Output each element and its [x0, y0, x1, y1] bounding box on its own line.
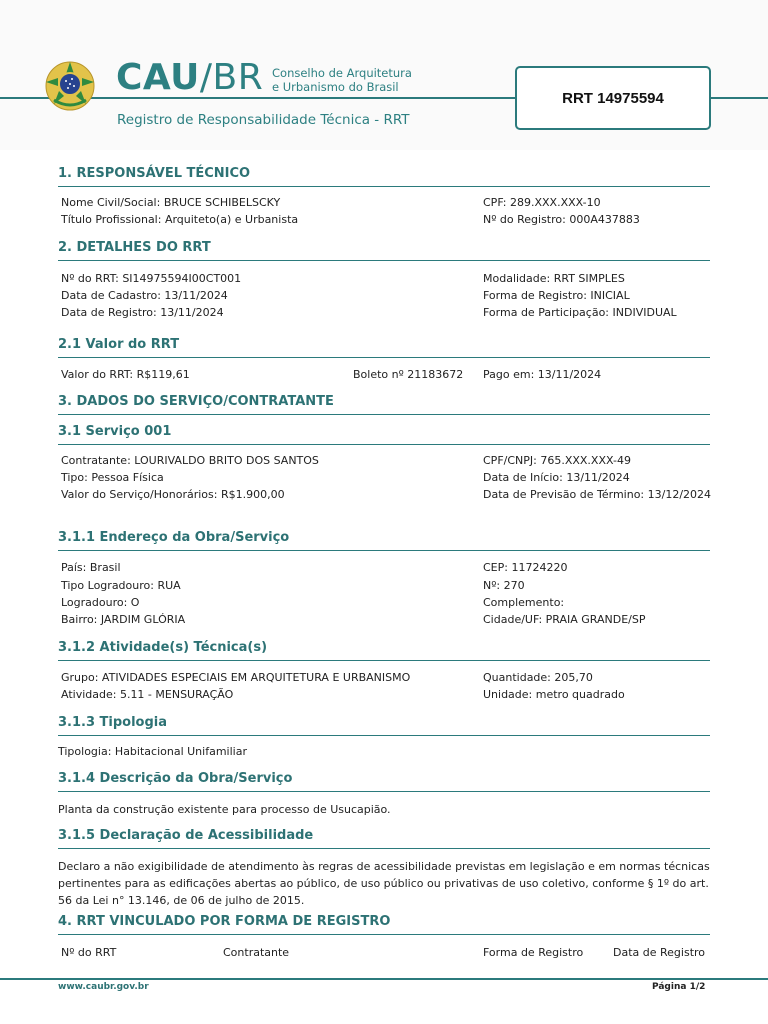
data-previsao-termino: Data de Previsão de Término: 13/12/2024 [483, 488, 712, 501]
atividade: Atividade: 5.11 - MENSURAÇÃO [61, 688, 234, 701]
rrt-number-box: RRT 14975594 [515, 66, 711, 130]
section-responsavel-tecnico: 1. RESPONSÁVEL TÉCNICO [58, 166, 710, 187]
tipologia: Tipologia: Habitacional Unifamiliar [58, 745, 247, 758]
contratante: Contratante: LOURIVALDO BRITO DOS SANTOS [61, 454, 319, 467]
nome-civil: Nome Civil/Social: BRUCE SCHIBELSCKY [61, 196, 281, 209]
section-detalhes-rrt: 2. DETALHES DO RRT [58, 240, 710, 261]
logo-rest: /BR [199, 57, 264, 98]
logradouro: Logradouro: O [61, 596, 140, 609]
valor-rrt: Valor do RRT: R$119,61 [61, 368, 190, 381]
col-contratante: Contratante [223, 946, 290, 959]
section-declaracao-acessibilidade: 3.1.5 Declaração de Acessibilidade [58, 828, 710, 849]
logo-subtext [272, 66, 412, 94]
tipo-pessoa: Tipo: Pessoa Física [61, 471, 164, 484]
col-data-registro: Data de Registro [613, 946, 706, 959]
data-registro: Data de Registro: 13/11/2024 [61, 306, 224, 319]
titulo-profissional: Título Profissional: Arquiteto(a) e Urbanista [61, 213, 299, 226]
page-number: Página 1/2 [652, 982, 706, 992]
bairro: Bairro: JARDIM GLÓRIA [61, 613, 186, 626]
logo-sub-line2: e Urbanismo do Brasil [272, 80, 399, 94]
numero-registro: Nº do Registro: 000A437883 [483, 213, 640, 226]
boleto-numero: Boleto nº 21183672 [353, 368, 464, 381]
descricao-obra: Planta da construção existente para processo de Usucapião. [58, 803, 391, 816]
valor-servico: Valor do Serviço/Honorários: R$1.900,00 [61, 488, 285, 501]
cpf: CPF: 289.XXX.XXX-10 [483, 196, 601, 209]
footer-rule [0, 978, 768, 980]
declaracao-acessibilidade-texto: Declaro a não exigibilidade de atendimento às regras de acessibilidade previstas em legislação e em normas técnicas pertinentes para as edificações abertas ao público, de uso público ou privativas de uso coletivo, conforme § 1º do art. 56 da Lei n° 13.146, de 06 de julho de 2015. [58, 860, 710, 907]
data-cadastro: Data de Cadastro: 13/11/2024 [61, 289, 228, 302]
tipo-logradouro: Tipo Logradouro: RUA [61, 579, 181, 592]
modalidade: Modalidade: RRT SIMPLES [483, 272, 625, 285]
brazil-coat-of-arms-icon [44, 60, 96, 112]
logo-bold: CAU [116, 57, 200, 98]
cidade-uf: Cidade/UF: PRAIA GRANDE/SP [483, 613, 646, 626]
cau-br-logo [116, 56, 263, 100]
footer-url: www.caubr.gov.br [58, 982, 149, 992]
complemento: Complemento: [483, 596, 565, 609]
section-descricao-obra: 3.1.4 Descrição da Obra/Serviço [58, 771, 710, 792]
section-atividades-tecnicas: 3.1.2 Atividade(s) Técnica(s) [58, 640, 710, 661]
section-valor-rrt: 2.1 Valor do RRT [58, 337, 710, 358]
numero-rrt: Nº do RRT: SI14975594I00CT001 [61, 272, 242, 285]
section-rrt-vinculado: 4. RRT VINCULADO POR FORMA DE REGISTRO [58, 914, 710, 935]
quantidade: Quantidade: 205,70 [483, 671, 593, 684]
unidade: Unidade: metro quadrado [483, 688, 625, 701]
cpf-cnpj: CPF/CNPJ: 765.XXX.XXX-49 [483, 454, 631, 467]
pago-em: Pago em: 13/11/2024 [483, 368, 602, 381]
logo-sub-line1: Conselho de Arquitetura [272, 66, 412, 80]
document-subtitle: Registro de Responsabilidade Técnica - RRT [117, 112, 410, 128]
header-rule-right [709, 97, 768, 99]
section-endereco-obra: 3.1.1 Endereço da Obra/Serviço [58, 530, 710, 551]
forma-registro: Forma de Registro: INICIAL [483, 289, 630, 302]
data-inicio: Data de Início: 13/11/2024 [483, 471, 630, 484]
cep: CEP: 11724220 [483, 561, 568, 574]
pais: País: Brasil [61, 561, 121, 574]
col-forma-registro: Forma de Registro [483, 946, 584, 959]
grupo-atividade: Grupo: ATIVIDADES ESPECIAIS EM ARQUITETURA E URBANISMO [61, 671, 411, 684]
col-numero-rrt: Nº do RRT [61, 946, 117, 959]
section-dados-servico: 3. DADOS DO SERVIÇO/CONTRATANTE [58, 394, 710, 415]
numero-endereco: Nº: 270 [483, 579, 525, 592]
forma-participacao: Forma de Participação: INDIVIDUAL [483, 306, 677, 319]
section-servico-001: 3.1 Serviço 001 [58, 424, 710, 445]
section-tipologia: 3.1.3 Tipologia [58, 715, 710, 736]
